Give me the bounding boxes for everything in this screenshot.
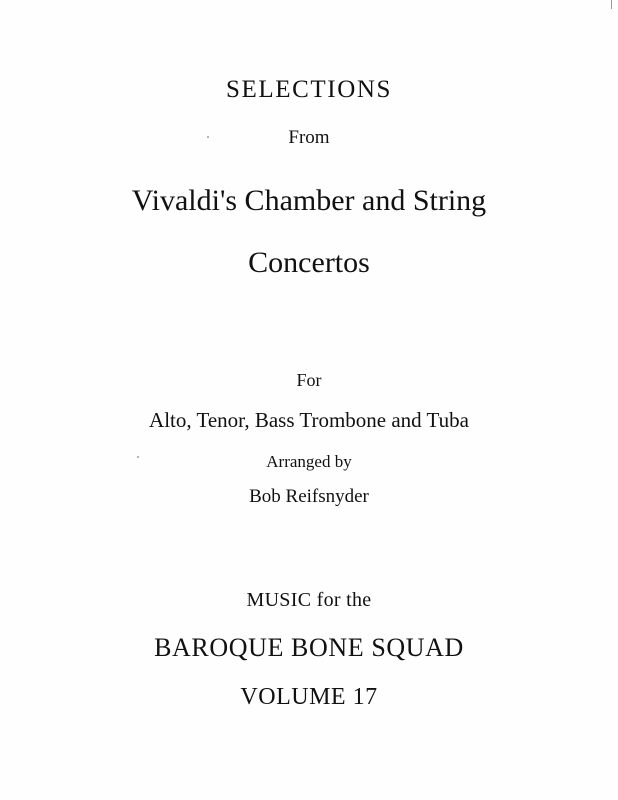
page-title: SELECTIONS [226, 76, 392, 103]
work-title-line-2: Concertos [248, 246, 370, 279]
scan-edge-mark [611, 0, 612, 9]
work-title-line-1: Vivaldi's Chamber and String [131, 184, 487, 217]
from-label: From [288, 127, 330, 148]
arranged-by-label: Arranged by [266, 452, 352, 471]
volume-number: VOLUME 17 [240, 684, 378, 710]
ensemble-name: BAROQUE BONE SQUAD [154, 633, 464, 662]
arranger-name: Bob Reifsnyder [249, 486, 369, 507]
instrumentation: Alto, Tenor, Bass Trombone and Tuba [149, 408, 469, 432]
for-label: For [296, 370, 322, 390]
series-label: MUSIC for the [246, 589, 372, 611]
